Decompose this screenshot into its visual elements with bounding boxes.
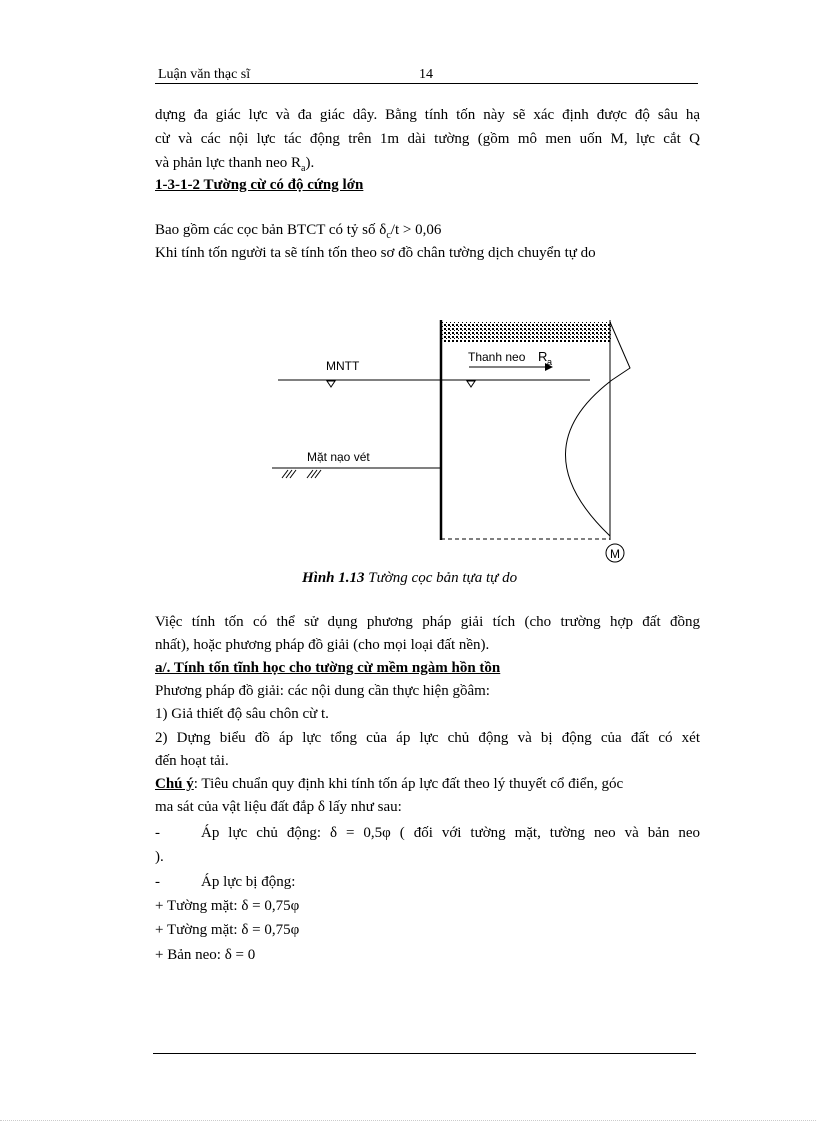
figure-caption xyxy=(302,567,517,590)
list-item-1: Áp lực chủ động: δ = 0,5φ ( đối với tường mặt, tường neo và bản neo xyxy=(201,825,700,841)
ground-hatch xyxy=(282,470,321,478)
note-line-1-text: : Tiêu chuẩn quy định khi tính tốn áp lực đất theo lý thuyết cổ điển, góc xyxy=(193,776,624,792)
footer-rule xyxy=(153,1053,696,1054)
para2-line-2: Khi tính tốn người ta sẽ tính tốn theo sơ đồ chân tường dịch chuyển tự do xyxy=(155,245,596,261)
plus-item-2: + Tường mặt: δ = 0,75φ xyxy=(155,922,300,938)
water-marker-right xyxy=(467,381,475,387)
label-r-sub: a xyxy=(547,357,553,367)
subscript-a: a xyxy=(301,163,306,174)
subheading-a: a/. Tính tốn tĩnh học cho tường cừ mềm ngàm hồn tồn xyxy=(155,660,501,676)
plus-item-1: + Tường mặt: δ = 0,75φ xyxy=(155,898,300,914)
note-label: Chú ý xyxy=(155,776,194,792)
para2-line-1-end: /t > 0,06 xyxy=(390,222,442,238)
header-title: Luận văn thạc sĩ xyxy=(158,67,251,82)
intro-line-3-end: ). xyxy=(305,155,315,171)
para3-line-2: nhất), hoặc phương pháp đồ giải (cho mọi loại đất nền). xyxy=(155,637,490,653)
intro-line-3-text: và phản lực thanh neo R xyxy=(155,155,302,171)
dash-1: - xyxy=(155,825,160,841)
page-number: 14 xyxy=(419,67,433,82)
caption-text: Tường cọc bản tựa tự do xyxy=(364,570,518,586)
list-item-2: Áp lực bị động: xyxy=(201,874,296,890)
soil-fill xyxy=(441,322,611,342)
para2-line-1-text: Bao gồm các cọc bản BTCT có tỷ số δ xyxy=(155,222,387,238)
step-1: 1) Giả thiết độ sâu chôn cừ t. xyxy=(155,706,329,722)
note-line-1 xyxy=(155,773,700,796)
intro-line-2: cừ và các nội lực tác động trên 1m dài tường (gồm mô men uốn M, lực cắt Q xyxy=(155,131,700,147)
dash-2: - xyxy=(155,874,160,890)
label-r: R xyxy=(538,349,548,364)
step-2-line-2: đến hoạt tải. xyxy=(155,753,229,769)
moment-diagram xyxy=(565,322,630,536)
moment-symbol: M xyxy=(610,547,620,561)
para3-line-1: Việc tính tốn có thể sử dụng phương pháp giải tích (cho trường hợp đất đồng xyxy=(155,614,700,630)
section-heading: 1-3-1-2 Tường cừ có độ cứng lớn xyxy=(155,177,364,193)
label-mat-nao-vet: Mặt nạo vét xyxy=(307,450,370,464)
label-thanh-neo: Thanh neo xyxy=(468,350,526,364)
water-marker-left xyxy=(327,381,335,387)
method-line: Phương pháp đồ giải: các nội dung cần thực hiện gồâm: xyxy=(155,683,490,699)
note-line-2: ma sát của vật liệu đất đắp δ lấy như sau: xyxy=(155,799,402,815)
step-2-line-1: 2) Dựng biểu đồ áp lực tổng của áp lực chủ động và bị động của đất có xét xyxy=(155,730,700,746)
plus-item-3: + Bản neo: δ = 0 xyxy=(155,947,256,963)
list-item-1-cont: ). xyxy=(155,849,164,865)
intro-line-1: dựng đa giác lực và đa giác dây. Bằng tính tốn này sẽ xác định được độ sâu hạ xyxy=(155,107,700,123)
subscript-c: c xyxy=(386,230,391,241)
label-mntt: MNTT xyxy=(326,359,360,373)
caption-number: Hình 1.13 xyxy=(302,570,365,586)
page-edge xyxy=(0,1120,816,1121)
